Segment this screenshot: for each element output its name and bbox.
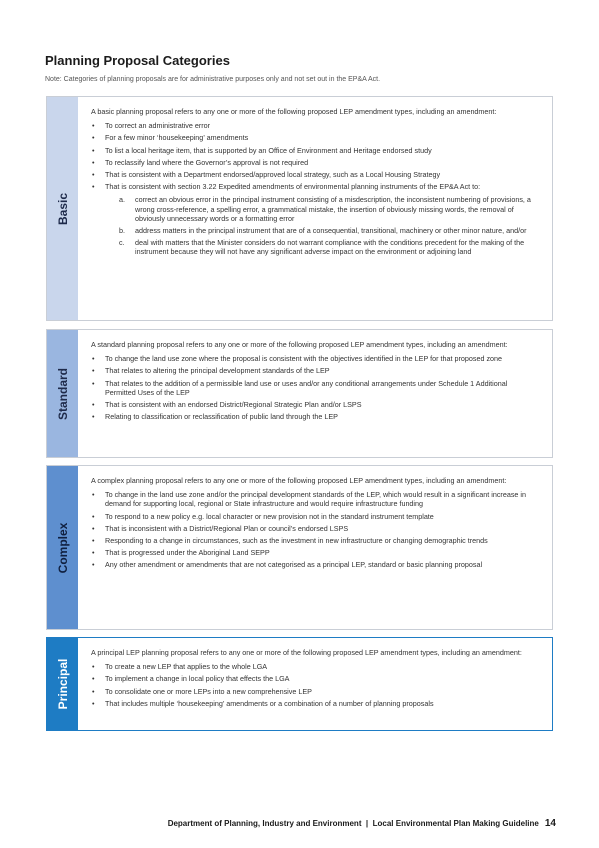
sub-item-letter: c. <box>119 238 125 248</box>
list-item: • Responding to a change in circumstances, such as the investment in new infrastructure or changing demographic trends <box>91 536 540 545</box>
list-item: • To change in the land use zone and/or the principal development standards of the LEP, which would result in a significant increase in demand for supporting local, regional or State infrastructure and would require infrastructure funding <box>91 490 540 508</box>
basic-content <box>78 97 552 320</box>
standard-tab <box>47 330 78 457</box>
principal-list <box>91 662 540 708</box>
list-item: • That is consistent with a Department endorsed/approved local strategy, such as a Local Housing Strategy <box>91 170 540 179</box>
list-item: • That is consistent with an endorsed District/Regional Strategic Plan and/or LSPS <box>91 400 540 409</box>
list-item: • Relating to classification or reclassification of public land through the LEP <box>91 412 540 421</box>
sub-list-item <box>119 226 540 235</box>
principal-card <box>46 637 553 731</box>
list-item: • Any other amendment or amendments that are not categorised as a principal LEP, standard or basic planning proposal <box>91 560 540 569</box>
complex-label: Complex <box>55 522 70 573</box>
list-item-text: That is consistent with section 3.22 Expedited amendments of environmental planning instruments of the EP&A Act to: <box>105 182 481 192</box>
sub-item-letter: a. <box>119 195 125 205</box>
list-item: • For a few minor ‘housekeeping’ amendments <box>91 133 540 142</box>
sub-item-text: deal with matters that the Minister considers do not warrant compliance with the conditions precedent for the making of the instrument because they will not have any significant adverse impact on the environment or adjoining land <box>135 238 525 257</box>
list-item: • To implement a change in local policy that effects the LGA <box>91 674 540 683</box>
list-item: • To correct an administrative error <box>91 121 540 130</box>
list-item: • That relates to altering the principal development standards of the LEP <box>91 366 540 375</box>
principal-intro: A principal LEP planning proposal refers to any one or more of the following proposed LEP amendment types, including an amendment: <box>91 648 522 657</box>
footer-text: Department of Planning, Industry and Environment | Local Environmental Plan Making Guideline <box>167 819 539 828</box>
sub-list-item <box>119 238 540 256</box>
basic-label: Basic <box>55 192 70 225</box>
page-title: Planning Proposal Categories <box>45 53 230 68</box>
standard-list <box>91 354 540 421</box>
list-item: • To list a local heritage item, that is supported by an Office of Environment and Heritage endorsed study <box>91 146 540 155</box>
page-footer <box>0 818 556 829</box>
list-item: • To respond to a new policy e.g. local character or new provision not in the standard instrument template <box>91 512 540 521</box>
complex-list <box>91 490 540 569</box>
complex-card <box>46 465 553 630</box>
list-item: • To change the land use zone where the proposal is consistent with the objectives identified in the LEP for that proposed zone <box>91 354 540 363</box>
list-item: • That is inconsistent with a District/Regional Plan or council’s endorsed LSPS <box>91 524 540 533</box>
principal-tab <box>47 638 78 730</box>
page-number: 14 <box>544 818 556 829</box>
sub-item-letter: b. <box>119 226 125 236</box>
list-item <box>91 182 540 256</box>
sub-item-text: correct an obvious error in the principal instrument consisting of a misdescription, the inconsistent numbering of provisions, a wrong cross-reference, a spelling error, a grammatical mistake, the insertion of obviously missing words, the removal of obviously unnecessary words or a formatting error <box>135 195 531 223</box>
complex-tab <box>47 466 78 629</box>
list-item: • That is progressed under the Aboriginal Land SEPP <box>91 548 540 557</box>
principal-label: Principal <box>55 658 70 710</box>
basic-card <box>46 96 553 321</box>
complex-intro: A complex planning proposal refers to any one or more of the following proposed LEP amendment types, including an amendment: <box>91 476 507 485</box>
basic-sublist <box>105 195 540 256</box>
principal-content <box>78 638 552 730</box>
basic-tab <box>47 97 78 320</box>
sub-list-item <box>119 195 540 223</box>
standard-label: Standard <box>55 367 70 420</box>
list-item: • That relates to the addition of a permissible land use or uses and/or any conditional arrangements under Schedule 1 Additional Permitted Uses of the LEP <box>91 379 540 397</box>
list-item: • To consolidate one or more LEPs into a new comprehensive LEP <box>91 687 540 696</box>
categories-note: Note: Categories of planning proposals are for administrative purposes only and not set out in the EP&A Act. <box>45 76 381 83</box>
list-item: • That includes multiple ‘housekeeping’ amendments or a combination of a number of planning proposals <box>91 699 540 708</box>
standard-content <box>78 330 552 457</box>
standard-intro: A standard planning proposal refers to any one or more of the following proposed LEP amendment types, including an amendment: <box>91 340 508 349</box>
list-item: • To reclassify land where the Governor’s approval is not required <box>91 158 540 167</box>
complex-content <box>78 466 552 629</box>
basic-list <box>91 121 540 256</box>
basic-intro: A basic planning proposal refers to any one or more of the following proposed LEP amendment types, including an amendment: <box>91 107 497 116</box>
list-item: • To create a new LEP that applies to the whole LGA <box>91 662 540 671</box>
sub-item-text: address matters in the principal instrument that are of a consequential, transitional, machinery or other minor nature, and/or <box>135 226 527 236</box>
standard-card <box>46 329 553 458</box>
